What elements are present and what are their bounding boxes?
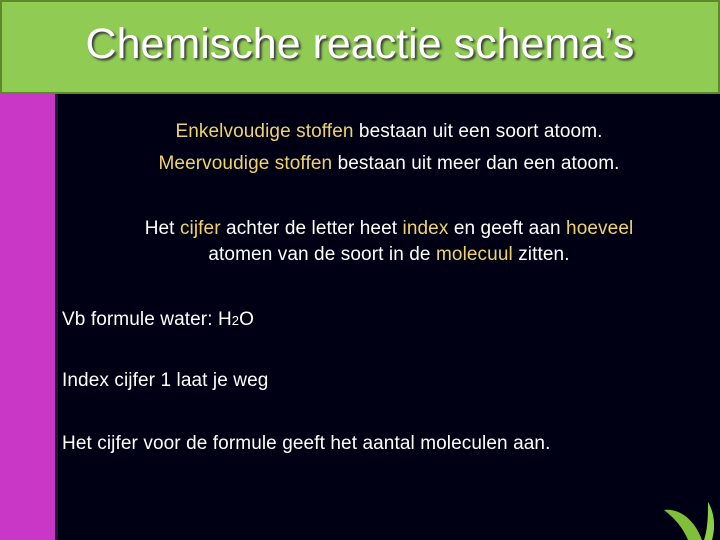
paragraph-meervoudig bbox=[58, 153, 720, 175]
index-note: Index cijfer 1 laat je weg bbox=[62, 370, 269, 391]
highlight-term: Enkelvoudige stoffen bbox=[175, 121, 354, 142]
formula-end: O bbox=[239, 309, 255, 330]
paragraph-text: achter de letter heet bbox=[220, 218, 403, 239]
paragraph-text: Het bbox=[144, 218, 180, 239]
highlight-term: molecuul bbox=[435, 244, 513, 265]
paragraph-text: bestaan uit een soort atoom. bbox=[353, 121, 603, 142]
formula-example bbox=[62, 309, 254, 331]
paragraph-index-line2 bbox=[58, 244, 720, 266]
paragraph-text: atomen van de soort in de bbox=[208, 244, 436, 265]
highlight-term: Meervoudige stoffen bbox=[158, 153, 333, 174]
side-strip bbox=[0, 94, 55, 540]
highlight-term: index bbox=[402, 218, 449, 239]
paragraph-text: zitten. bbox=[512, 244, 570, 265]
formula-subscript: 2 bbox=[231, 313, 240, 328]
coefficient-note: Het cijfer voor de formule geeft het aantal moleculen aan. bbox=[62, 433, 551, 454]
paragraph-text: bestaan uit meer dan een atoom. bbox=[332, 153, 620, 174]
highlight-term: hoeveel bbox=[566, 218, 634, 239]
slide-title: Chemische reactie schema’s bbox=[85, 20, 635, 68]
paragraph-index-line1 bbox=[58, 218, 720, 240]
leaf-icon bbox=[660, 500, 720, 540]
paragraph-text: en geeft aan bbox=[448, 218, 567, 239]
paragraph-enkelvoudig bbox=[58, 121, 720, 143]
highlight-term: cijfer bbox=[179, 218, 221, 239]
formula-label: Vb formule water: H bbox=[62, 309, 232, 330]
